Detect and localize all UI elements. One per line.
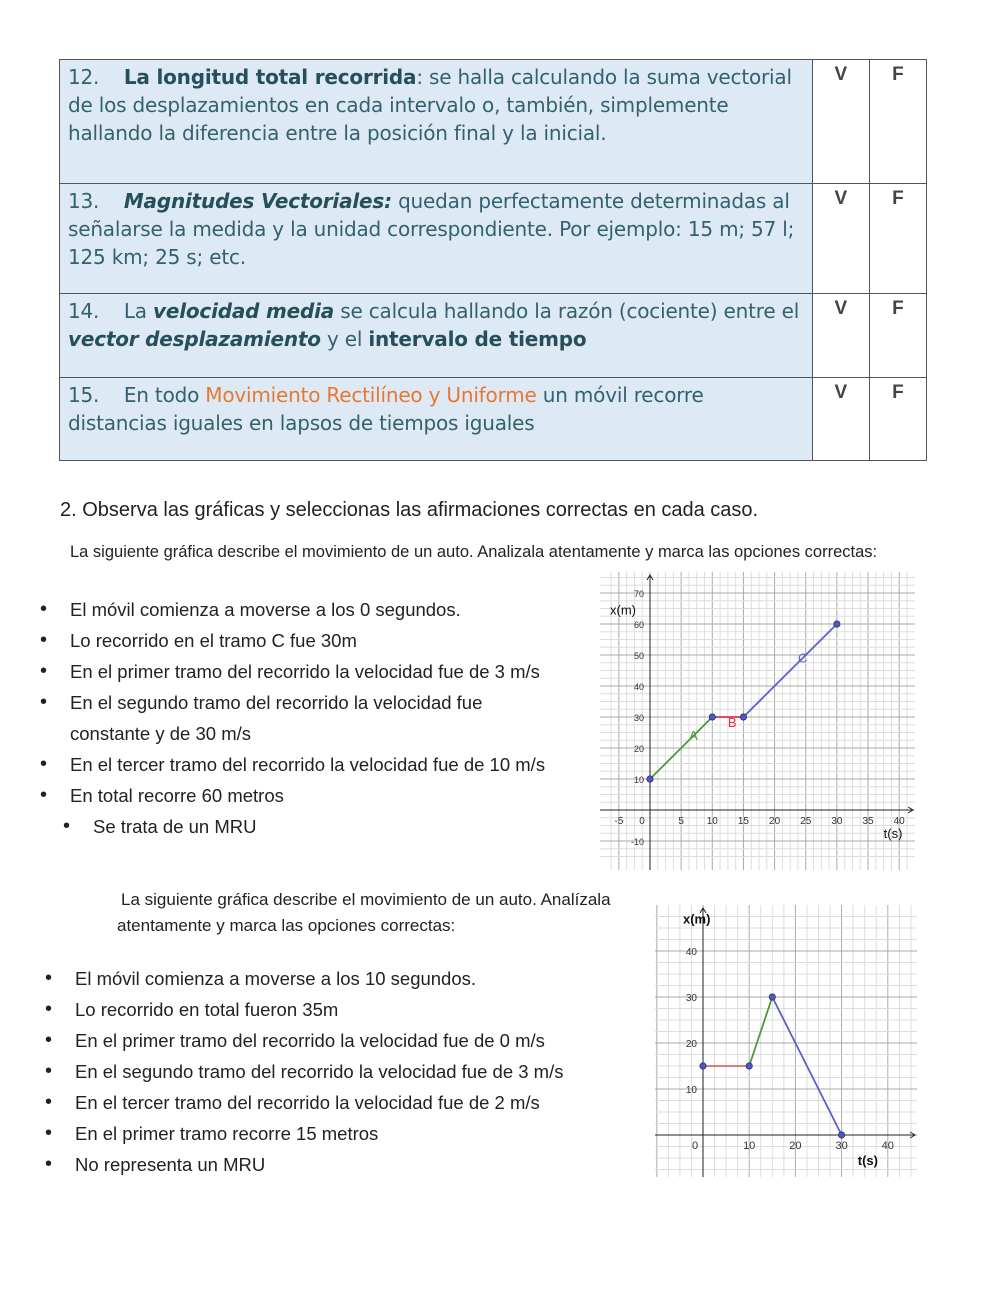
option-item[interactable]: • En el primer tramo del recorrido la velocidad fue de 3 m/s (70, 656, 545, 687)
y-tick-label: 10 (633, 775, 644, 785)
option-item[interactable]: • Lo recorrido en el tramo C fue 30m (70, 625, 545, 656)
data-point (740, 714, 746, 720)
graph2-intro-line1: La siguiente gráfica describe el movimiento de un auto. Analízala (121, 890, 611, 909)
option-item[interactable]: • En el segundo tramo del recorrido la velocidad fue (70, 687, 545, 718)
option-item[interactable]: • En el primer tramo recorre 15 metros (75, 1118, 563, 1149)
x-tick-label: 20 (789, 1140, 802, 1152)
y-tick-label: 60 (633, 620, 644, 630)
x-axis-label: t(s) (883, 826, 903, 841)
true-option[interactable]: V (812, 184, 869, 294)
y-tick-label: 50 (633, 651, 644, 661)
graph2-options (75, 963, 563, 1180)
x-tick-label: 5 (678, 816, 684, 827)
x-tick-label: 40 (893, 816, 905, 827)
x-tick-label: -5 (614, 816, 624, 827)
true-option[interactable]: V (812, 60, 869, 184)
option-item[interactable]: • Lo recorrido en total fueron 35m (75, 994, 563, 1025)
option-item[interactable]: • No representa un MRU (75, 1149, 563, 1180)
data-point (769, 994, 775, 1000)
question-13: 13. Magnitudes Vectoriales: quedan perfectamente determinadas al señalarse la medida y la unidad correspondiente. Por ejemplo: 15 m; 57 l; 125 km; 25 s; etc. (60, 184, 813, 294)
option-item[interactable]: • Se trata de un MRU (93, 811, 568, 842)
x-tick-label: 0 (691, 1140, 699, 1152)
option-item[interactable]: • En el primer tramo del recorrido la velocidad fue de 0 m/s (75, 1025, 563, 1056)
y-tick-label: 20 (633, 744, 644, 754)
graph1-intro: La siguiente gráfica describe el movimiento de un auto. Analizala atentamente y marca las opciones correctas: (70, 543, 878, 561)
y-tick-label: 20 (685, 1039, 697, 1050)
section-title: 2. Observa las gráficas y seleccionas las afirmaciones correctas en cada caso. (60, 499, 759, 521)
option-item[interactable]: • En el segundo tramo del recorrido la velocidad fue de 3 m/s (75, 1056, 563, 1087)
data-point (709, 714, 715, 720)
x-tick-label: 25 (800, 816, 812, 827)
y-axis-label: x(m) (683, 911, 711, 927)
false-option[interactable]: F (869, 60, 926, 184)
x-tick-label: 30 (831, 816, 843, 827)
y-tick-label: -10 (630, 837, 644, 847)
false-option[interactable]: F (869, 294, 926, 378)
true-false-table (59, 59, 927, 461)
option-item-continuation: constante y de 30 m/s (70, 723, 251, 744)
table-row (60, 294, 927, 378)
y-tick-label: 70 (633, 589, 644, 599)
x-tick-label: 15 (737, 816, 750, 827)
x-axis-label: t(s) (857, 1153, 878, 1168)
y-tick-label: 40 (633, 682, 644, 692)
option-item[interactable]: • En el tercer tramo del recorrido la velocidad fue de 2 m/s (75, 1087, 563, 1118)
y-tick-label: 30 (685, 993, 697, 1004)
x-tick-label: 20 (769, 816, 781, 827)
question-15: 15. En todo Movimiento Rectilíneo y Uniforme un móvil recorre distancias iguales en lapsos de tiempos iguales (60, 378, 813, 461)
table-row (60, 378, 927, 461)
x-tick-label: 30 (835, 1140, 848, 1152)
option-item[interactable]: • El móvil comienza a moverse a los 0 segundos. (70, 594, 545, 625)
data-point (746, 1063, 752, 1069)
data-point (838, 1132, 844, 1138)
true-option[interactable]: V (812, 294, 869, 378)
data-point (647, 776, 653, 782)
x-tick-label: 0 (639, 816, 645, 827)
segment-label: C (798, 650, 808, 666)
y-tick-label: 30 (633, 713, 644, 723)
option-item[interactable]: • En el tercer tramo del recorrido la velocidad fue de 10 m/s (70, 749, 545, 780)
question-12: 12. La longitud total recorrida: se halla calculando la suma vectorial de los desplazamientos en cada intervalo o, también, simplemente hallando la diferencia entre la posición final y la inicial. (60, 60, 813, 184)
position-time-chart-2 (655, 905, 917, 1177)
position-time-chart-1 (600, 572, 915, 870)
false-option[interactable]: F (869, 184, 926, 294)
false-option[interactable]: F (869, 378, 926, 461)
option-item[interactable]: • En total recorre 60 metros (70, 780, 545, 811)
table-row (60, 60, 927, 184)
x-tick-label: 10 (743, 1140, 756, 1152)
x-tick-label: 35 (862, 816, 874, 827)
graph1-options (70, 594, 545, 842)
y-tick-label: 40 (685, 947, 697, 958)
graph2-intro-line2: atentamente y marca las opciones correctas: (117, 916, 456, 935)
x-tick-label: 40 (881, 1140, 894, 1152)
data-point (700, 1063, 706, 1069)
true-option[interactable]: V (812, 378, 869, 461)
segment-label: B (727, 715, 737, 730)
question-14: 14. La velocidad media se calcula hallando la razón (cociente) entre el vector desplazamiento y el intervalo de tiempo (60, 294, 813, 378)
x-tick-label: 10 (706, 816, 718, 827)
y-axis-label: x(m) (610, 602, 636, 618)
segment-label: A (689, 728, 698, 743)
data-point (834, 621, 840, 627)
y-tick-label: 10 (685, 1085, 697, 1096)
option-item[interactable]: • El móvil comienza a moverse a los 10 segundos. (75, 963, 563, 994)
table-row (60, 184, 927, 294)
